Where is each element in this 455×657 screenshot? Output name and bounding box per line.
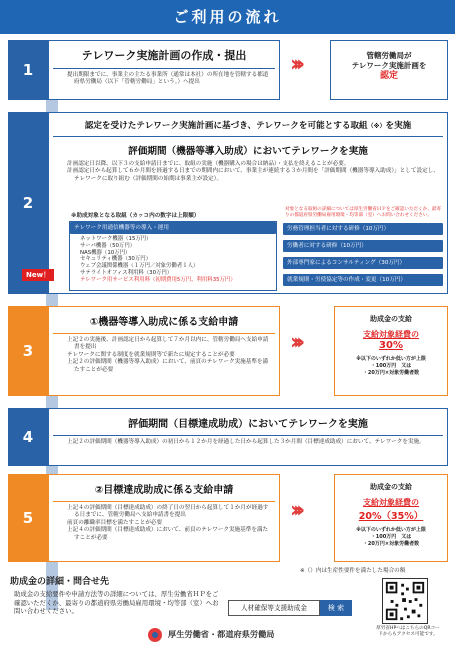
grant-left-panel (69, 221, 277, 291)
step-3-heading: ①機器等導入助成に係る支給申請 (89, 317, 239, 328)
grant-line: 支給対象経費の (363, 330, 419, 339)
grant-left-pill: テレワーク用通信機器等の導入・運用 (70, 222, 276, 234)
step-3-grant-box (334, 306, 448, 396)
result-line-3: 認定 (379, 71, 398, 81)
grant-left-item: ウェブ会議関係機器（１万円／対象労働者１人） (80, 263, 199, 270)
step-4-box (48, 408, 448, 466)
grant-label: ※助成対象となる取組（カッコ内の数字は上限額） (71, 213, 200, 219)
contact-text: 助成金の支給要件や申請方法等の詳細については、厚生労働省ＨＰをご確認いただくか、最寄りの都道府県労働局雇用環境・均等部（室）へお問い合わせください。 (14, 590, 219, 616)
step-2-heading-main: 認定を受けたテレワーク実施計画に基づき、テレワークを可能とする取組 (84, 121, 368, 131)
step-3-box (48, 306, 280, 396)
grant-cap-a: ・100万円 又は (370, 534, 412, 540)
step-2-subheading: 評価期間（機器等導入助成）においてテレワークを実施 (128, 146, 368, 157)
step-4-heading: 評価期間（目標達成助成）においてテレワークを実施 (128, 419, 368, 430)
step-4-number: 4 (8, 408, 48, 466)
grant-right-item: 労務管理担当者に対する研修（10万円） (283, 223, 443, 235)
step-1-box (48, 40, 280, 100)
arrow-right-icon: ››› (290, 52, 300, 77)
step-3-bullet-2: テレワークに関する制度を就業規則等で新たに規定することが必要 (67, 351, 235, 358)
step-1-result (330, 40, 448, 100)
footnote: ※（）内は生産性要件を満たした場合の額 (300, 568, 406, 574)
step-2-bullet-2: 計画認定日から起算して６か月間を経過する日までの期間内において、事業主が連続する３か月間を「評価期間（機器等導入助成）」として設定し、テレワークに取り組む（評価期間の始期は事業主が設定）。 (67, 168, 439, 182)
step-2-heading (49, 119, 447, 131)
step-3-bullet-1: 上記２の実施後、計画認定日から起算して７か月以内に、管轄労働局へ支給申請書を提出 (67, 337, 269, 351)
step-3-number: 3 (8, 306, 48, 396)
step-5-bullet-1: 上記４の評価期間（目標達成助成）の終了日の翌日から起算して１か月が経過する日までに、管轄労働局へ支給申請書を提出 (67, 505, 269, 519)
grant-pct: 20%（35%） (358, 511, 424, 522)
grant-left-item: セキュリティ機器（30万円） (80, 256, 152, 263)
grant-title: 助成金の支給 (370, 315, 412, 323)
footer-org: 厚生労働省・都道府県労働局 (168, 629, 275, 639)
step-1-number: 1 (8, 40, 48, 100)
grant-right-panel (283, 223, 443, 286)
step-5-heading: ②目標達成助成に係る支給申請 (94, 485, 234, 496)
step-2-bullet-1: 計画認定日以降、以下３の支給申請日までに、取組の実施（機器購入の場合は納品）・支払を終えることが必要。 (67, 161, 350, 167)
grant-cap-b: ・20万円×対象労働者数 (362, 541, 420, 547)
step-2-heading-tail: を実施 (385, 121, 412, 131)
search-button[interactable]: 検 索 (320, 600, 352, 616)
qr-code-icon (382, 578, 428, 624)
grant-right-item: 就業規則・労使協定等の作成・変更（10万円） (283, 274, 443, 286)
new-badge: New！ (22, 269, 54, 281)
grant-cap-note: ※以下のいずれか低い方が上限 (356, 527, 426, 533)
step-5-number: 5 (8, 474, 48, 562)
page-title: ご利用の流れ (0, 0, 455, 34)
step-5-grant-box (334, 474, 448, 562)
grant-right-item: 外部専門家によるコンサルティング（30万円） (283, 257, 443, 269)
grant-left-item: NAS機器（10万円） (80, 249, 131, 256)
step-5-bullet-3: 上記４の評価期間（目標達成助成）において、前頁のテレワーク実施基準を満たすことが必要 (67, 527, 269, 541)
step-5-bullet-2: 前頁の離職率目標を満たすことが必要 (67, 519, 163, 526)
ministry-logo-inner (152, 632, 158, 638)
arrow-right-icon: ››› (290, 330, 300, 355)
step-2-number: 2 (8, 112, 48, 294)
step-1-heading: テレワーク実施計画の作成・提出 (81, 49, 247, 62)
result-line-1: 管轄労働局が (366, 51, 412, 60)
grant-left-item: ネットワーク機器（15万円） (80, 236, 152, 242)
step-3-bullet-3: 上記２の評価期間（機器等導入助成）において、前頁のテレワーク実施基準を満たすことが必要 (67, 359, 269, 373)
grant-pct: 30% (379, 340, 403, 351)
grant-right-item: 労働者に対する研修（10万円） (283, 240, 443, 252)
grant-left-new-item: テレワーク用サービス利用料（初期費用5万円、利用料35万円） (80, 276, 236, 283)
search-input[interactable]: 人材確保等支援助成金 (228, 600, 320, 616)
grant-cap-note: ※以下のいずれか低い方が上限 (356, 356, 426, 362)
step-2-box (48, 112, 448, 294)
grant-cap-a: ・100万円 又は (370, 363, 412, 369)
step-2-heading-note: （※） (367, 123, 386, 130)
result-line-2: テレワーク実施計画を (351, 61, 427, 70)
grant-line: 支給対象経費の (363, 498, 419, 507)
qr-caption: 厚労省HPへはこちらのQRコードからもアクセス可能です。 (376, 626, 440, 637)
grant-left-item: サテライトオフィス利用料（30万円） (80, 269, 173, 276)
grant-title: 助成金の支給 (370, 483, 412, 491)
arrow-right-icon: ››› (290, 498, 300, 523)
step-5-box (48, 474, 280, 562)
step-1-bullet: 提出期限までに、事業主の主たる事業所（通常は本社）の所在地を管轄する都道府県労働局（以下「管轄労働局」という。）へ提出 (67, 72, 269, 86)
contact-title: 助成金の詳細・問合せ先 (10, 577, 110, 587)
grant-cap-b: ・20万円×対象労働者数 (362, 370, 420, 376)
grant-left-item: サーバ機器（50万円） (80, 242, 136, 249)
step-4-bullet: 上記２の評価期間（機器等導入助成）の初日から１２か月を経過した日から起算した３か月間（目標達成助成）において、テレワークを実施。 (67, 439, 425, 445)
grant-note: 対象となる取組の詳細については厚生労働省ＨＰをご確認いただくか、最寄りの都道府県労働局雇用環境・均等部（室）へお問い合わせください。 (285, 207, 442, 218)
